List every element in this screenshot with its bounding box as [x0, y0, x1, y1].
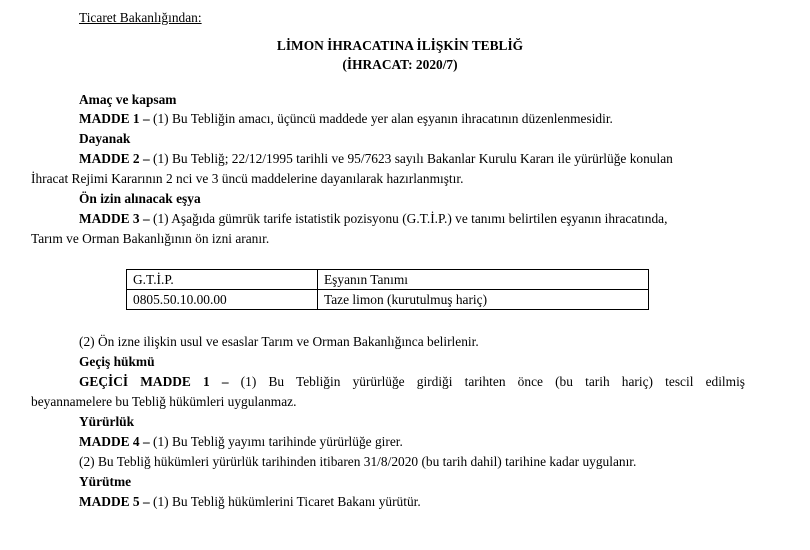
article-1 [79, 110, 613, 128]
article-4-paragraph-2: (2) Bu Tebliğ hükümleri yürürlük tarihinden itibaren 31/8/2020 (bu tarih dahil) tarihine kadar uygulanır. [79, 454, 637, 469]
article-5-text: (1) Bu Tebliğ hükümlerini Ticaret Bakanı yürütür. [149, 494, 421, 509]
table-cell-description: Taze limon (kurutulmuş hariç) [318, 290, 649, 310]
gtip-table [126, 269, 649, 310]
article-5 [79, 493, 421, 511]
article-4 [79, 433, 403, 451]
article-2-line-2: İhracat Rejimi Kararının 2 nci ve 3 üncü maddelerine dayanılarak hazırlanmıştır. [31, 171, 464, 186]
table-row [127, 290, 649, 310]
article-3-text-1: (1) Aşağıda gümrük tarife istatistik pozisyonu (G.T.İ.P.) ve tanımı belirtilen eşyanın ihracatında, [149, 211, 668, 226]
article-2-line-1 [79, 150, 673, 168]
article-3-line-2: Tarım ve Orman Bakanlığının ön izni aranır. [31, 231, 270, 246]
article-4-text: (1) Bu Tebliğ yayımı tarihinde yürürlüğe girer. [149, 434, 403, 449]
section-heading-effect: Yürürlük [79, 414, 135, 429]
article-1-label: MADDE 1 – [79, 111, 150, 126]
issuing-ministry: Ticaret Bakanlığından: [79, 10, 202, 25]
article-3-line-1 [79, 210, 667, 228]
table-header-row [127, 270, 649, 290]
table-header-description: Eşyanın Tanımı [318, 270, 649, 290]
section-heading-basis: Dayanak [79, 131, 131, 146]
article-4-label: MADDE 4 – [79, 434, 150, 449]
section-heading-prior-permit: Ön izin alınacak eşya [79, 191, 201, 206]
article-2-label: MADDE 2 – [79, 151, 150, 166]
section-heading-purpose: Amaç ve kapsam [79, 92, 177, 107]
article-1-text: (1) Bu Tebliğin amacı, üçüncü maddede yer alan eşyanın ihracatının düzenlenmesidir. [149, 111, 613, 126]
temporary-article-1-line-1 [79, 373, 745, 391]
temporary-article-1-label: GEÇİCİ MADDE 1 – [79, 374, 229, 389]
article-3-paragraph-2: (2) Ön izne ilişkin usul ve esaslar Tarım ve Orman Bakanlığınca belirlenir. [79, 334, 479, 349]
article-5-label: MADDE 5 – [79, 494, 150, 509]
document-title: LİMON İHRACATINA İLİŞKİN TEBLİĞ [276, 38, 524, 53]
article-2-text-1: (1) Bu Tebliğ; 22/12/1995 tarihli ve 95/7623 sayılı Bakanlar Kurulu Kararı ile yürürlüğe konulan [149, 151, 673, 166]
section-heading-execution: Yürütme [79, 474, 132, 489]
table-cell-gtip-code: 0805.50.10.00.00 [127, 290, 318, 310]
document-number: (İHRACAT: 2020/7) [342, 57, 458, 72]
temporary-article-1-text-1: (1) Bu Tebliğin yürürlüğe girdiği tarihten önce (bu tarih hariç) tescil edilmiş [228, 374, 745, 389]
article-3-label: MADDE 3 – [79, 211, 150, 226]
section-heading-transition: Geçiş hükmü [79, 354, 155, 369]
table-header-gtip: G.T.İ.P. [127, 270, 318, 290]
temporary-article-1-line-2: beyannamelere bu Tebliğ hükümleri uygulanmaz. [31, 394, 297, 409]
